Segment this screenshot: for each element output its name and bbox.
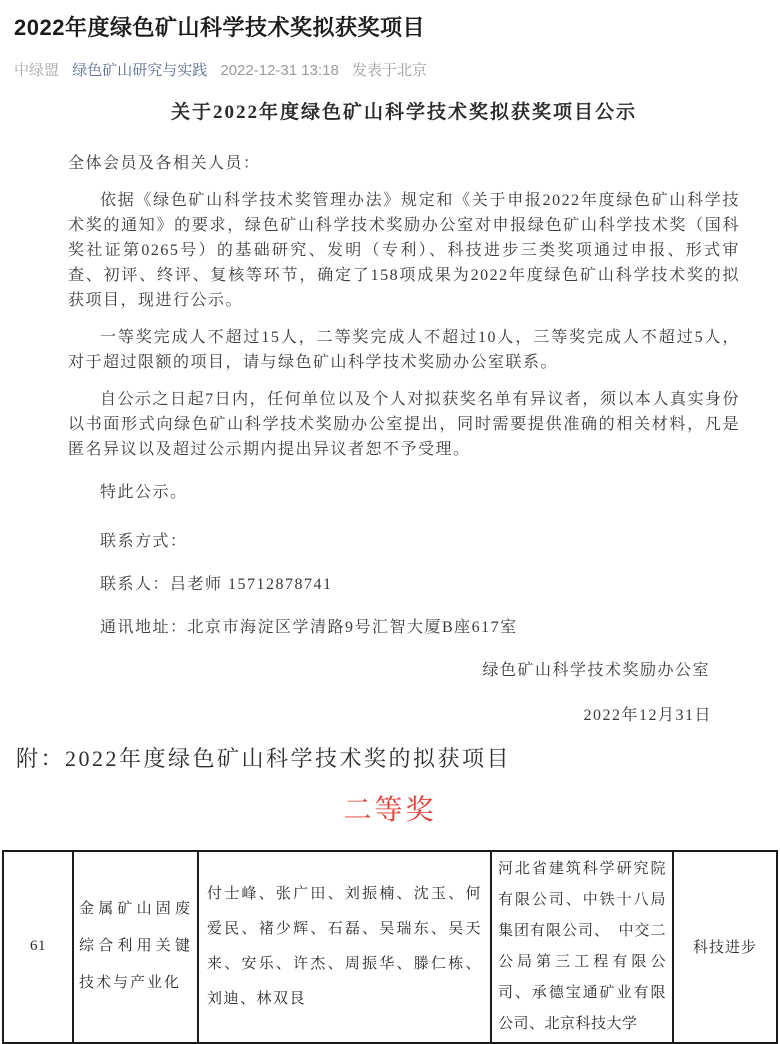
contact-address: 通讯地址：北京市海淀区学清路9号汇智大厦B座617室 bbox=[100, 618, 518, 636]
cell-project-name: 金属矿山固废综合利用关键技术与产业化 bbox=[73, 851, 198, 1043]
doc-paragraph-2: 一等奖完成人不超过15人，二等奖完成人不超过10人，三等奖完成人不超过5人，对于超过限额的项目，请与绿色矿山科学技术奖励办公室联系。 bbox=[68, 328, 740, 371]
table-row bbox=[3, 851, 777, 1043]
cell-serial-number: 61 bbox=[3, 851, 73, 1043]
award-table bbox=[2, 850, 778, 1044]
attachment-title: 附：2022年度绿色矿山科学技术奖的拟获项目 bbox=[16, 745, 512, 771]
article-page bbox=[0, 12, 780, 1036]
contact-label: 联系方式： bbox=[100, 532, 188, 550]
meta-source: 中绿盟 bbox=[14, 61, 60, 79]
award-level-heading: 二等奖 bbox=[343, 794, 437, 826]
article-title: 2022年度绿色矿山科学技术奖拟获奖项目 bbox=[14, 15, 425, 40]
announcement-document bbox=[68, 99, 740, 728]
cell-awardees: 付士峰、张广田、刘振楠、沈玉、何爱民、褚少辉、石磊、吴瑞东、吴天来、安乐、许杰、周振华、滕仁栋、刘迪、林双艮 bbox=[198, 851, 491, 1043]
doc-closing: 特此公示。 bbox=[100, 483, 188, 501]
meta-timestamp: 2022-12-31 13:18 bbox=[220, 61, 339, 79]
doc-heading: 关于2022年度绿色矿山科学技术奖拟获奖项目公示 bbox=[170, 101, 637, 123]
doc-signature: 绿色矿山科学技术奖励办公室 bbox=[482, 661, 710, 679]
cell-organizations: 河北省建筑科学研究院有限公司、中铁十八局集团有限公司、 中交二公局第三工程有限公司、承德宝通矿业有限公司、北京科技大学 bbox=[491, 851, 673, 1043]
article-meta bbox=[14, 60, 766, 81]
doc-paragraph-3: 自公示之日起7日内，任何单位以及个人对拟获奖名单有异议者，须以本人真实身份以书面形式向绿色矿山科学技术奖励办公室提出，同时需要提供准确的相关材料，凡是匿名异议以及超过公示期内提出异议者恕不予受理。 bbox=[68, 390, 740, 458]
doc-date: 2022年12月31日 bbox=[583, 706, 712, 724]
doc-salutation: 全体会员及各相关人员： bbox=[68, 154, 261, 172]
cell-award-category: 科技进步 bbox=[673, 851, 777, 1043]
meta-location: 发表于北京 bbox=[351, 61, 427, 79]
doc-paragraph-1: 依据《绿色矿山科学技术奖管理办法》规定和《关于申报2022年度绿色矿山科学技术奖的通知》的要求，绿色矿山科学技术奖励办公室对申报绿色矿山科学技术奖（国科奖社证第0265号）的基础研究、发明（专利）、科技进步三类奖项通过申报、形式审查、初评、终评、复核等环节，确定了158项成果为2022年度绿色矿山科学技术奖的拟获项目，现进行公示。 bbox=[68, 191, 740, 309]
account-link[interactable]: 绿色矿山研究与实践 bbox=[72, 61, 208, 79]
contact-person: 联系人：吕老师 15712878741 bbox=[100, 575, 333, 593]
